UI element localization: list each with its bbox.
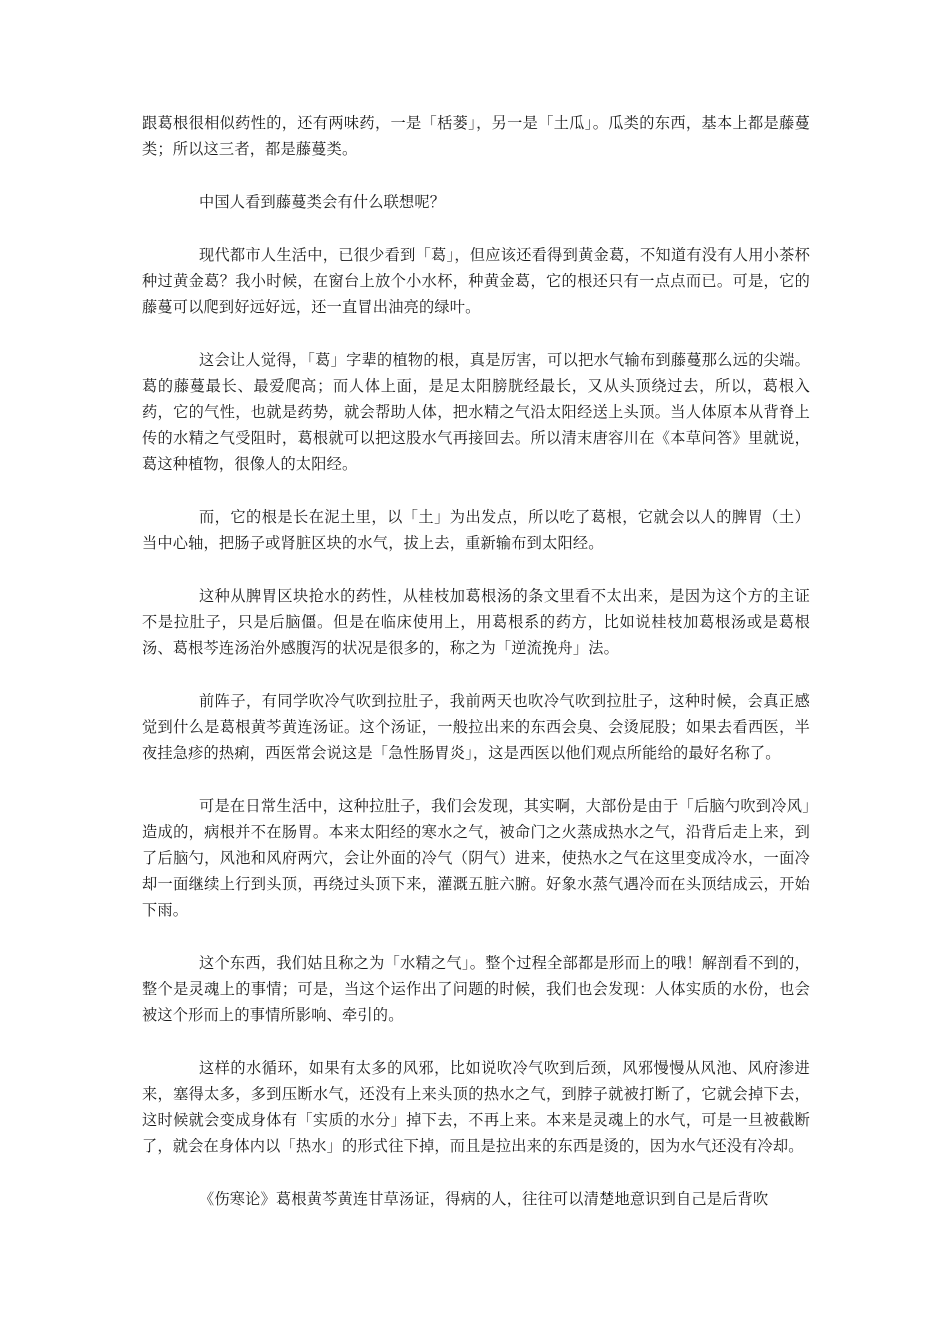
paragraph-golden-pothos: 现代都市人生活中，已很少看到「葛」，但应该还看得到黄金葛，不知道有没有人用小茶杯种过黄金葛？我小时候，在窗台上放个小水杯，种黄金葛，它的根还只有一点点而已。可是，它的藤蔓可以爬到好远好远，还一直冒出油亮的绿叶。: [142, 246, 810, 316]
paragraph-water-essence: 这个东西，我们姑且称之为「水精之气」。整个过程全部都是形而上的哦！解剖看不到的，整个是灵魂上的事情；可是，当这个运作出了问题的时候，我们也会发现：人体实质的水份，也会被这个形而上的事情所影响、牵引的。: [142, 954, 810, 1024]
paragraph-water-cycle: 这样的水循环，如果有太多的风邪，比如说吹冷气吹到后颈，风邪慢慢从风池、风府渗进来，塞得太多，多到压断水气，还没有上来头顶的热水之气，到脖子就被打断了，它就会掉下去，这时候就会变成身体有「实质的水分」掉下去，不再上来。本来是灵魂上的水气，可是一旦被截断了，就会在身体内以「热水」的形式往下掉，而且是拉出来的东西是烫的，因为水气还没有冷却。: [142, 1059, 810, 1155]
paragraph-shanghan-lun: 《伤寒论》葛根黄芩黄连甘草汤证，得病的人，往往可以清楚地意识到自己是后背吹: [199, 1190, 769, 1208]
paragraph-taiyang-meridian: 这会让人觉得，「葛」字辈的植物的根，真是厉害，可以把水气输布到藤蔓那么远的尖端。葛的藤蔓最长、最爱爬高；而人体上面，是足太阳膀胱经最长，又从头顶绕过去，所以，葛根入药，它的气性，也就是药势，就会帮助人体，把水精之气沿太阳经送上头顶。当人体原本从背脊上传的水精之气受阻时，葛根就可以把这股水气再接回去。所以清末唐容川在《本草问答》里就说，葛这种植物，很像人的太阳经。: [142, 351, 810, 473]
paragraph-diarrhea-example: 前阵子，有同学吹冷气吹到拉肚子，我前两天也吹冷气吹到拉肚子，这种时候，会真正感觉到什么是葛根黄芩黄连汤证。这个汤证，一般拉出来的东西会臭、会烫屁股；如果去看西医，半夜挂急疹的热痢，西医常会说这是「急性肠胃炎」，这是西医以他们观点所能给的最好名称了。: [142, 692, 810, 762]
paragraph-gegen-similar-herbs: 跟葛根很相似药性的，还有两味药，一是「栝蒌」，另一是「土瓜」。瓜类的东西，基本上都是藤蔓类；所以这三者，都是藤蔓类。: [142, 114, 810, 158]
paragraph-vine-question: 中国人看到藤蔓类会有什么联想呢？: [199, 193, 446, 211]
paragraph-root-in-soil: 而，它的根是长在泥土里，以「土」为出发点，所以吃了葛根，它就会以人的脾胃（土）当中心轴，把肠子或肾脏区块的水气，拔上去，重新输布到太阳经。: [142, 508, 810, 552]
paragraph-spleen-stomach-water: 这种从脾胃区块抢水的药性，从桂枝加葛根汤的条文里看不太出来，是因为这个方的主证不是拉肚子，只是后脑僵。但是在临床使用上，用葛根系的药方，比如说桂枝加葛根汤或是葛根汤、葛根芩连汤治外感腹泻的状况是很多的，称之为「逆流挽舟」法。: [142, 587, 810, 657]
document-page: [142, 110, 810, 1239]
paragraph-cold-wind-neck: 可是在日常生活中，这种拉肚子，我们会发现，其实啊，大部份是由于「后脑勺吹到冷风」造成的，病根并不在肠胃。本来太阳经的寒水之气，被命门之火蒸成热水之气，沿背后走上来，到了后脑勺，风池和风府两穴，会让外面的冷气（阴气）进来，使热水之气在这里变成冷水，一面冷却一面继续上行到头顶，再绕过头顶下来，灌溉五脏六腑。好象水蒸气遇冷而在头顶结成云，开始下雨。: [142, 797, 810, 919]
